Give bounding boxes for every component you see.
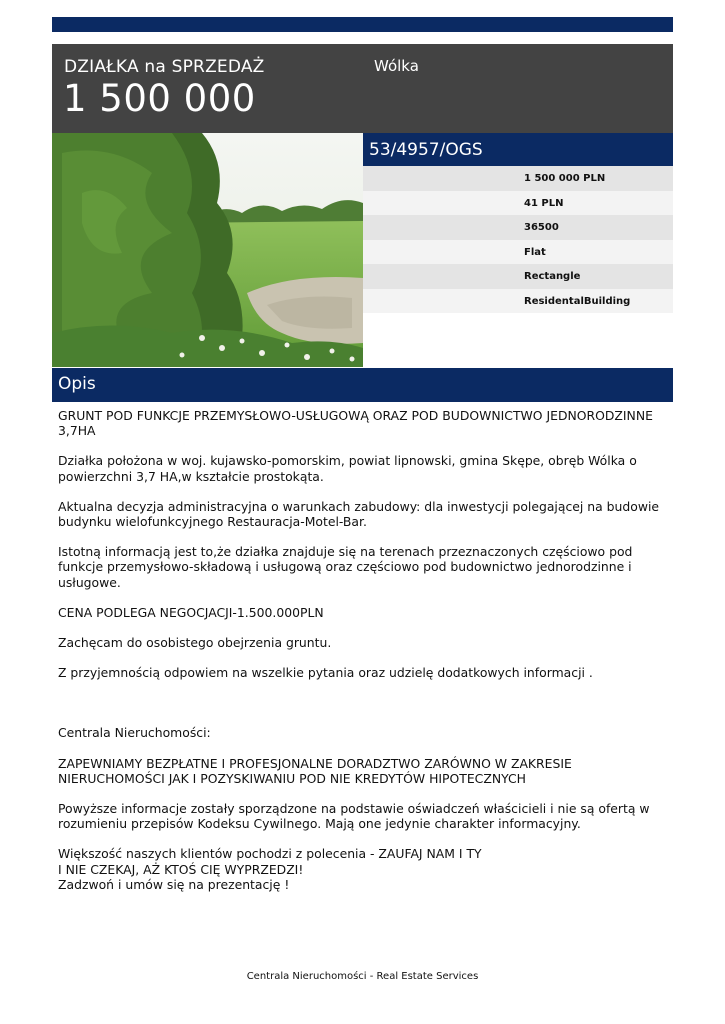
description-paragraph: Zachęcam do osobistego obejrzenia gruntu. [58,635,332,651]
reference-number: 53/4957/OGS [363,133,673,166]
detail-terrain: Flat [363,240,673,265]
detail-shape: Rectangle [363,264,673,289]
listing-price: 1 500 000 [63,77,256,120]
listing-header [52,44,673,133]
description-paragraph: ZAPEWNIAMY BEZPŁATNE I PROFESJONALNE DORADZTWO ZARÓWNO W ZAKRESIE NIERUCHOMOŚCI JAK I POZYSKIWANIU POD NIE KREDYTÓW HIPOTECZNYCH [58,755,572,786]
detail-area: 36500 [363,215,673,240]
listing-type: DZIAŁKA na SPRZEDAŻ [64,57,265,77]
details-table [363,166,673,313]
description-paragraph: Istotną informacją jest to,że działka znajduje się na terenach przeznaczonych częściowo pod funkcje przemysłowo-składową i usługową oraz częściowo pod budownictwo jednorodzinne i usługowe. [58,544,633,590]
top-bar [52,17,673,32]
agency-name: Centrala Nieruchomości: [58,725,211,741]
description-paragraph: Powyższe informacje zostały sporządzone na podstawie oświadczeń właścicieli i nie są ofertą w rozumieniu przepisów Kodeksu Cywilnego. Mają one jedynie charakter informacyjny. [58,801,650,832]
plot-photo [52,133,363,367]
description [58,408,670,892]
section-title-opis: Opis [52,368,673,402]
description-paragraph: CENA PODLEGA NEGOCJACJI-1.500.000PLN [58,604,324,620]
detail-price: 1 500 000 PLN [363,166,673,191]
plot-photo-image [52,133,363,367]
description-paragraph: Większość naszych klientów pochodzi z polecenia - ZAUFAJ NAM I TY I NIE CZEKAJ, AŻ KTOŚ CIĘ WYPRZEDZI! Zadzwoń i umów się na prezentację ! [58,846,482,892]
detail-purpose: ResidentalBuilding [363,289,673,314]
footer: Centrala Nieruchomości - Real Estate Services [246,971,479,982]
detail-price-per-m2: 41 PLN [363,191,673,216]
description-paragraph: Aktualna decyzja administracyjna o warunkach zabudowy: dla inwestycji polegającej na budowie budynku wielofunkcyjnego Restauracja-Motel-Bar. [58,498,660,530]
description-paragraph: GRUNT POD FUNKCJE PRZEMYSŁOWO-USŁUGOWĄ ORAZ POD BUDOWNICTWO JEDNORODZINNE 3,7HA [58,408,653,439]
description-paragraph: Z przyjemnością odpowiem na wszelkie pytania oraz udzielę dodatkowych informacji . [58,665,593,681]
description-paragraph: Działka położona w woj. kujawsko-pomorskim, powiat lipnowski, gmina Skępe, obręb Wólka o powierzchni 3,7 HA,w kształcie prostokąta. [58,453,637,484]
listing-location: Wólka [374,57,419,75]
